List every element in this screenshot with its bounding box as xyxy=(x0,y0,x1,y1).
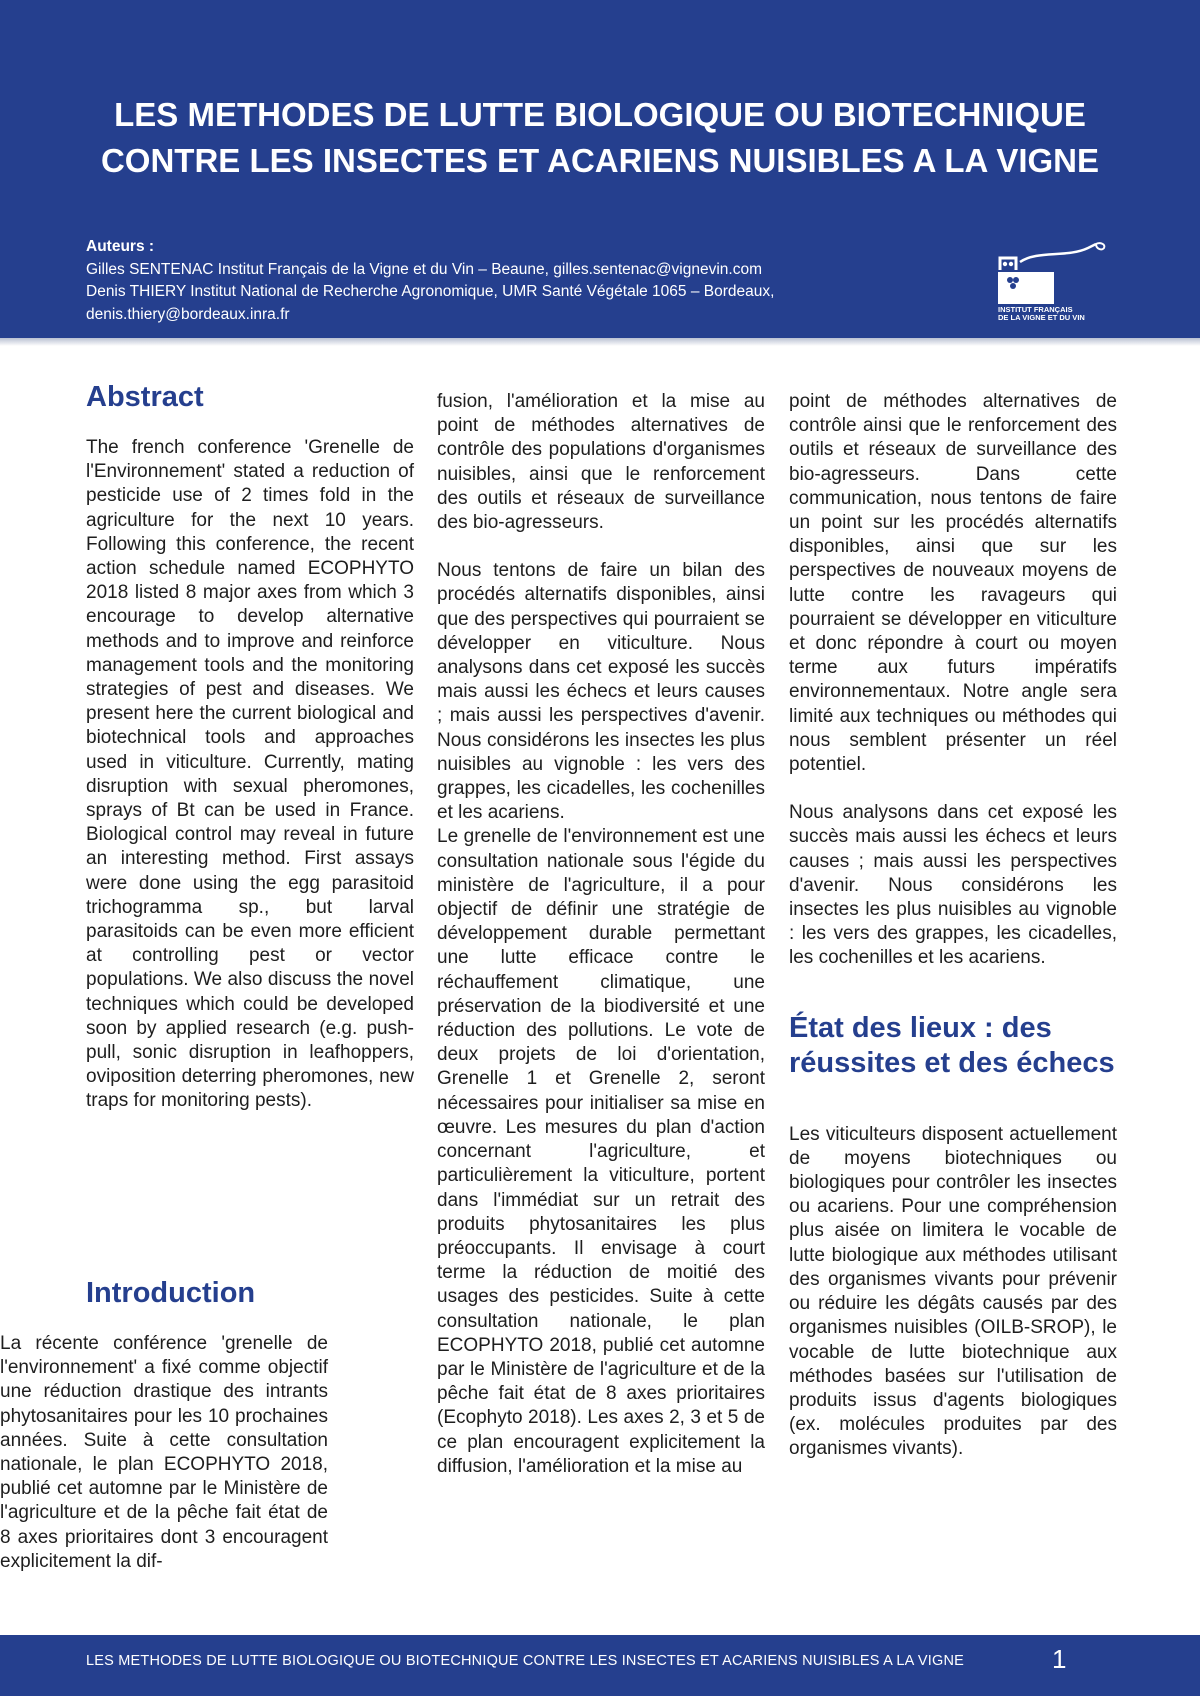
authors-label: Auteurs : xyxy=(86,238,155,255)
abstract-heading: Abstract xyxy=(86,381,204,413)
column-1-lower xyxy=(0,1332,328,1574)
intro-paragraph-4: Nous analysons dans cet exposé les succès mais aussi les échecs et leurs causes ; mais aussi les perspectives d'avenir. Nous considérons les insectes les plus nuisibles au vignoble : les vers des grappes, les cicadelles, les cochenilles et les acariens. xyxy=(789,802,1117,969)
authors-block xyxy=(86,236,926,326)
column-2 xyxy=(437,390,765,1479)
intro-paragraph-1-part-1: La récente conférence 'grenelle de l'environnement' a fixé comme objectif une réduction drastique des intrants phytosanitaires pour les 10 prochaines années. Suite à cette consultation nationale, le plan ECOPHYTO 2018, publié cet automne par le Ministère de l'agriculture et de la pêche fait état de 8 axes prioritaires dont 3 encouragent explicitement la dif- xyxy=(0,1333,328,1572)
abstract-text: The french conference 'Grenelle de l'Environnement' stated a reduction of pesticide use of 2 times fold in the agriculture for the next 10 years. Following this conference, the recent action schedule named ECOPHYTO 2018 listed 8 major axes from which 3 encourage to develop alternative methods and to improve and reinforce management tools and the monitoring strategies of pest and diseases. We present here the current biological and biotechnical tools and approaches used in viticulture. Currently, mating disruption with sexual pheromones, sprays of Bt can be used in France. Biological control may reveal in future an interesting method. First assays were done using the egg parasitoid trichogramma sp., but larval parasitoids can be even more efficient at controlling pest or vector populations. We also discuss the novel techniques which could be developed soon by applied research (e.g. push-pull, sonic disruption in leafhoppers, oviposition deterring pheromones, new traps for monitoring pests). xyxy=(86,437,414,1112)
column-1 xyxy=(86,436,414,1114)
intro-paragraph-3-part-1: Le grenelle de l'environnement est une consultation nationale sous l'égide du ministère de l'agriculture, il a pour objectif de définir une stratégie de développement durable permettant une lutte efficace contre le réchauffement climatique, une préservation de la biodiversité et une réduction des pollutions. Le vote de deux projets de loi d'orientation, Grenelle 1 et Grenelle 2, seront nécessaires pour initialiser sa mise en œuvre. Les mesures du plan d'action concernant l'agriculture, et particulièrement la viticulture, portent dans l'immédiat sur un retrait des produits phytosanitaires les plus préoccupants. Il envisage à court terme la réduction de moitié des usages des pesticides. Suite à cette consultation nationale, le plan ECOPHYTO 2018, publié cet automne par le Ministère de l'agriculture et de la pêche fait état de 8 axes prioritaires (Ecophyto 2018). Les axes 2, 3 et 5 de ce plan encouragent explicitement la diffusion, l'amélioration et la mise au xyxy=(437,826,765,1477)
title-line-2: CONTRE LES INSECTES ET ACARIENS NUISIBLES A LA VIGNE xyxy=(100,142,1100,179)
logo-text xyxy=(998,306,1085,322)
logo-text-line-1: INSTITUT FRANÇAIS xyxy=(998,305,1073,314)
intro-paragraph-2: Nous tentons de faire un bilan des procédés alternatifs disponibles, ainsi que des perspectives qui pourraient se développer en viticulture. Nous analysons dans cet exposé les succès mais aussi les échecs et leurs causes ; mais aussi les perspectives d'avenir. Nous considérons les insectes les plus nuisibles au vignoble : les vers des grappes, les cicadelles, les cochenilles et les acariens. xyxy=(437,560,765,824)
author-2-email: denis.thiery@bordeaux.inra.fr xyxy=(86,305,290,323)
etat-paragraph-1: Les viticulteurs disposent actuellement de moyens biotechniques ou biologiques pour contrôler les insectes ou acariens. Pour une compréhension plus aisée on limitera le vocable de lutte biologique aux méthodes utilisant des organismes vivants pour prévenir ou réduire les dégâts causés par des organismes nuisibles (OILB-SROP), le vocable de lutte biotechnique aux méthodes basées sur l'utilisation de produits issus d'agents biologiques (ex. molécules produites par des organismes vivants). xyxy=(789,1123,1117,1460)
footer-running-title: LES METHODES DE LUTTE BIOLOGIQUE OU BIOTECHNIQUE CONTRE LES INSECTES ET ACARIENS NUISIBLES A LA VIGNE xyxy=(86,1653,965,1669)
author-1: Gilles SENTENAC Institut Français de la Vigne et du Vin – Beaune, gilles.sentenac@vignevin.com xyxy=(86,260,762,278)
intro-paragraph-1-part-2: fusion, l'amélioration et la mise au point de méthodes alternatives de contrôle des populations d'organismes nuisibles, ainsi que le renforcement des outils et réseaux de surveillance des bio-agresseurs. xyxy=(437,391,765,534)
logo-text-line-2: DE LA VIGNE ET DU VIN xyxy=(998,313,1085,322)
author-2: Denis THIERY Institut National de Recherche Agronomique, UMR Santé Végétale 1065 – Bordeaux, xyxy=(86,283,775,300)
intro-paragraph-3-part-2: point de méthodes alternatives de contrôle ainsi que le renforcement des outils et réseaux de surveillance des bio-agresseurs. Dans cette communication, nous tentons de faire un point sur les procédés alternatifs disponibles, ainsi que sur les perspectives de nouveaux moyens de lutte contre les ravageurs qui pourraient se développer en viticulture et donc répondre à court ou moyen terme aux futurs impératifs environnementaux. Notre angle sera limité aux techniques ou méthodes qui nous semblent présenter un réel potentiel. xyxy=(789,391,1117,776)
header-divider xyxy=(0,338,1200,346)
etat-heading: État des lieux : des réussites et des échecs xyxy=(789,1011,1115,1079)
page-title xyxy=(40,92,1160,184)
column-3 xyxy=(789,390,1117,1462)
title-line-1: LES METHODES DE LUTTE BIOLOGIQUE OU BIOTECHNIQUE xyxy=(114,96,1086,133)
page-number: 1 xyxy=(1052,1644,1067,1674)
introduction-heading: Introduction xyxy=(86,1277,256,1309)
